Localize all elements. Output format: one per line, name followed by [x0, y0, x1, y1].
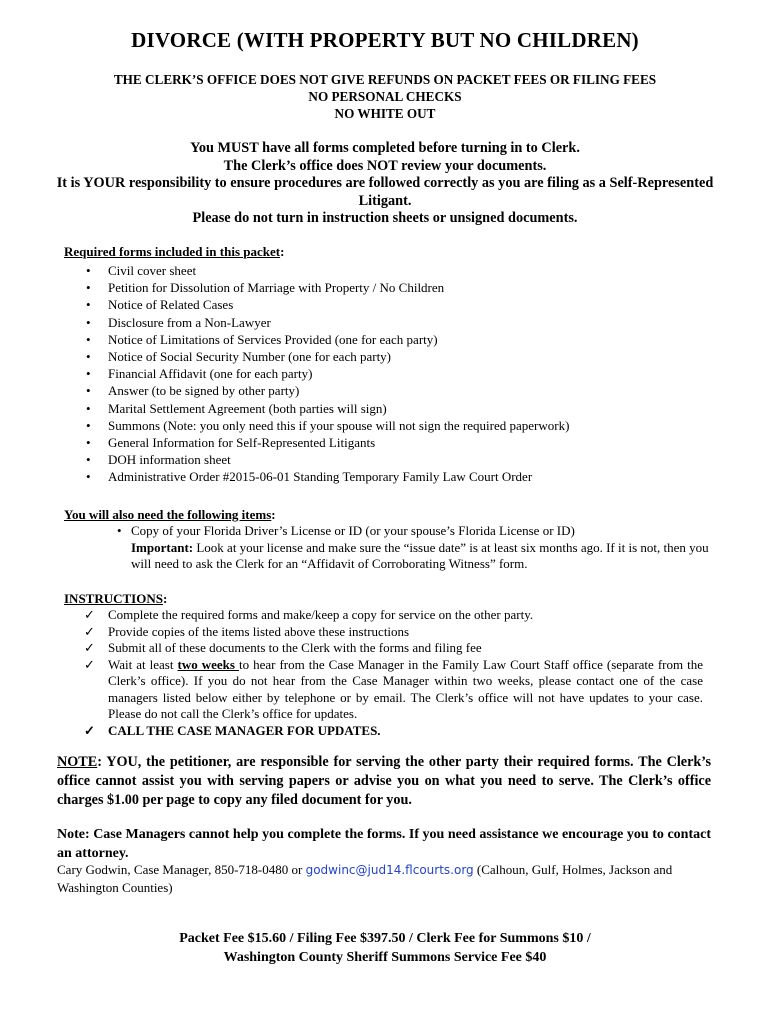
fees-line: Washington County Sheriff Summons Service Fee $40: [223, 950, 547, 965]
must-line: It is YOUR responsibility to ensure procedures are followed correctly as you are filing as a Self-Represented Litigant.: [56, 175, 714, 209]
bullet-icon: •: [117, 523, 122, 538]
list-item: ✓ Wait at least two weeks to hear from the Case Manager in the Family Law Court Staff office (separate from the Clerk’s office). If you do not hear from the Case Manager within two weeks, please contact one of the case managers listed below either by telephone or by email. The Clerk’s office will not have updates to your case. Please do not call the Clerk’s office for updates.: [84, 656, 703, 721]
instructions-section: INSTRUCTIONS: ✓ Complete the required forms and make/keep a copy for service on the other party. ✓ Provide copies of the items listed above these instructions ✓ Submit all of these documents to the Clerk with the forms and filing fee ✓ Wait at least two weeks to hear from the Case Manager in the Family Law Court Staff office (separate from the Clerk’s office). If you do not hear from the Case Manager within two weeks, please contact one of the case managers listed below either by telephone or by email. The Clerk’s office will not have updates to your case. Please do not call the Clerk’s office for updates. ✓ CALL THE CASE MANAGER FOR UPDATES.: [64, 590, 714, 739]
list-item: • Notice of Limitations of Services Provided (one for each party): [86, 331, 438, 347]
list-item: • Summons (Note: you only need this if your spouse will not sign the required paperwork): [86, 417, 570, 433]
list-item: • Petition for Dissolution of Marriage with Property / No Children: [86, 280, 445, 296]
instructions-heading: INSTRUCTIONS: [64, 591, 163, 606]
list-item: • Financial Affidavit (one for each party): [86, 366, 313, 382]
check-icon: ✓: [84, 623, 95, 639]
must-line: The Clerk’s office does NOT review your documents.: [223, 157, 547, 174]
check-icon: ✓: [84, 640, 95, 655]
warning-line: NO WHITE OUT: [334, 106, 436, 121]
important-text: Look at your license and make sure the “issue date” is at least six months ago. If it is not, then you will need to ask the Clerk for an “Affidavit of Corroborating Witness” form.: [131, 539, 709, 571]
required-forms-list: [64, 262, 704, 486]
instructions-list: [64, 607, 714, 739]
check-icon: ✓: [84, 607, 95, 622]
list-item: • Marital Settlement Agreement (both parties will sign): [86, 400, 387, 416]
bullet-icon: •: [86, 366, 91, 382]
fees-line: Packet Fee $15.60 / Filing Fee $397.50 / Clerk Fee for Summons $10 /: [179, 931, 591, 946]
bullet-icon: •: [86, 383, 91, 399]
two-weeks-emphasis: two weeks: [177, 656, 239, 672]
bullet-icon: •: [86, 263, 91, 278]
must-notice-block: [50, 140, 720, 228]
bullet-icon: •: [86, 331, 91, 347]
bullet-icon: •: [86, 297, 91, 313]
bullet-icon: •: [86, 435, 91, 451]
email-link[interactable]: godwinc@jud14.flcourts.org: [305, 863, 474, 877]
bullet-icon: •: [86, 452, 91, 468]
list-item: • Copy of your Florida Driver’s License or ID (or your spouse’s Florida License or ID) Important: Look at your license and make sure the “issue date” is at least six months ago. If it is not, then you will need to ask the Clerk for an “Affidavit of Corroborating Witness” form.: [117, 523, 709, 571]
fees-block: [0, 929, 770, 967]
list-item: • Administrative Order #2015-06-01 Standing Temporary Family Law Court Order: [86, 469, 533, 485]
bullet-icon: •: [86, 280, 91, 296]
page-title: DIVORCE (WITH PROPERTY BUT NO CHILDREN): [131, 28, 639, 52]
petitioner-note: NOTE: YOU, the petitioner, are responsible for serving the other party their required forms. The Clerk’s office cannot assist you with serving papers or advise you on what you need to serve. The Clerk’s office charges $1.00 per page to copy any filed document for you.: [57, 754, 711, 808]
case-manager-note: Note: Case Managers cannot help you complete the forms. If you need assistance we encourage you to contact an attorney.: [57, 827, 711, 861]
note-label: NOTE: [57, 754, 98, 770]
list-item: ✓ CALL THE CASE MANAGER FOR UPDATES.: [84, 722, 381, 738]
also-need-heading: You will also need the following items: [64, 507, 272, 522]
list-item: • Notice of Related Cases: [86, 297, 234, 313]
bullet-icon: •: [86, 349, 91, 365]
list-item: • Civil cover sheet: [86, 263, 197, 278]
must-line: You MUST have all forms completed before turning in to Clerk.: [190, 140, 580, 156]
check-icon: ✓: [84, 656, 95, 672]
list-item: • General Information for Self-Represented Litigants: [86, 435, 376, 451]
also-need-section: You will also need the following items: • Copy of your Florida Driver’s License or ID (or your spouse’s Florida License or ID) Important: Look at your license and make sure the “issue date” is at least six months ago. If it is not, then you will need to ask the Clerk for an “Affidavit of Corroborating Witness” form.: [64, 506, 714, 573]
list-item: ✓ Provide copies of the items listed above these instructions: [84, 623, 410, 639]
list-item: • Notice of Social Security Number (one for each party): [86, 349, 392, 365]
also-need-list: [64, 523, 714, 573]
warning-line: NO PERSONAL CHECKS: [308, 89, 462, 104]
required-forms-heading: Required forms included in this packet: [64, 244, 281, 259]
list-item: • Answer (to be signed by other party): [86, 383, 300, 399]
warning-line: THE CLERK’S OFFICE DOES NOT GIVE REFUNDS ON PACKET FEES OR FILING FEES: [113, 72, 657, 87]
bullet-icon: •: [86, 400, 91, 416]
bullet-icon: •: [86, 469, 91, 485]
contact-info: Cary Godwin, Case Manager, 850-718-0480 or godwinc@jud14.flcourts.org (Calhoun, Gulf, Holmes, Jackson and Washington Counties): [57, 862, 673, 895]
list-item: ✓ Submit all of these documents to the Clerk with the forms and filing fee: [84, 640, 482, 655]
check-icon: ✓: [84, 722, 95, 738]
list-item: ✓ Complete the required forms and make/keep a copy for service on the other party.: [84, 607, 534, 622]
important-label: Important:: [131, 539, 194, 555]
list-item: • DOH information sheet: [86, 452, 231, 468]
bullet-icon: •: [86, 314, 91, 330]
list-item: • Disclosure from a Non-Lawyer: [86, 314, 271, 330]
must-line: Please do not turn in instruction sheets or unsigned documents.: [192, 210, 578, 227]
required-forms-section: Required forms included in this packet: • Civil cover sheet • Petition for Dissolution of Marriage with Property / No Children • Notice of Related Cases • Disclosure from a Non-Lawyer • Notice of Limitations of Services Provided (one for each party) • Notice of Social Security Number (one for each party) • Financial Affidavit (one for each party) • Answer (to be signed by other party) • Marital Settlement Agreement (both parties will sign) • Summons (Note: you only need this if your spouse will not sign the required paperwork) • General Information for Self-Represented Litigants • DOH information sheet • Administrative Order #2015-06-01 Standing Temporary Family Law Court Order: [64, 243, 704, 486]
warnings-block: [0, 71, 770, 122]
bullet-icon: •: [86, 417, 91, 433]
